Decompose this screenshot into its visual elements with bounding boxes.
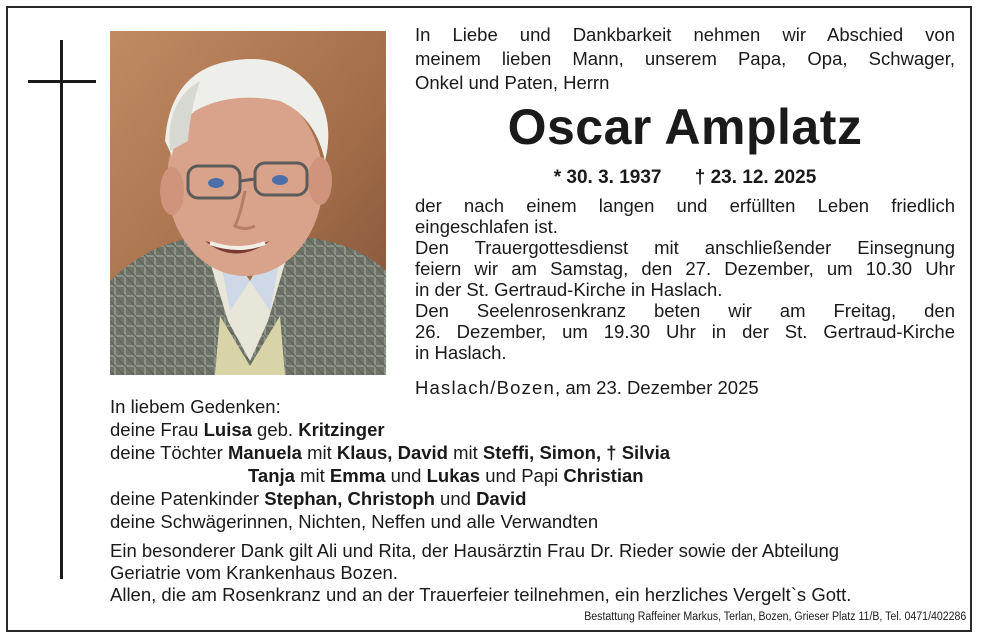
mourner-line-daughters: deine Töchter Manuela mit Klaus, David mit Steffi, Simon, † Silvia: [110, 442, 671, 463]
mourners-heading: In liebem Gedenken:: [110, 396, 281, 417]
cross-icon-vertical: [60, 40, 63, 579]
intro-text: [415, 23, 955, 95]
text-line: Den Seelenrosenkranz beten wir am Freitag, den: [415, 300, 955, 321]
thanks-line: Allen, die am Rosenkranz und an der Trauerfeier teilnehmen, ein herzliches Vergelt`s Gott.: [110, 584, 852, 605]
mourner-line-daughter-2: Tanja mit Emma und Lukas und Papi Christian: [248, 465, 644, 486]
birth-date: * 30. 3. 1937: [553, 167, 662, 188]
intro-line: meinem lieben Mann, unserem Papa, Opa, Schwager,: [415, 48, 955, 69]
thanks-line: Ein besonderer Dank gilt Ali und Rita, der Hausärztin Frau Dr. Rieder sowie der Abteilung: [110, 540, 840, 561]
thanks-line: Geriatrie vom Krankenhaus Bozen.: [110, 562, 398, 583]
text-line: 26. Dezember, um 19.30 Uhr in der St. Gertraud-Kirche: [415, 321, 955, 342]
mourner-line-relatives: deine Schwägerinnen, Nichten, Neffen und alle Verwandten: [110, 511, 599, 532]
text-line: Den Trauergottesdienst mit anschließender Einsegnung: [415, 237, 955, 258]
thanks-text: [110, 540, 956, 606]
text-line: eingeschlafen ist.: [415, 216, 558, 237]
text-line: in Haslach.: [415, 342, 507, 363]
mourner-line-wife: deine Frau Luisa geb. Kritzinger: [110, 419, 385, 440]
death-date: † 23. 12. 2025: [694, 167, 817, 188]
intro-line: Onkel und Paten, Herrn: [415, 72, 610, 93]
notice-date: , am 23. Dezember 2025: [555, 377, 759, 398]
cross-icon-horizontal: [28, 80, 96, 83]
life-dates: [415, 166, 955, 190]
mourners-list: [110, 395, 670, 533]
text-line: feiern wir am Samstag, den 27. Dezember, um 10.30 Uhr: [415, 258, 955, 279]
announcement-text: [415, 195, 955, 363]
place-name: Haslach/Bozen: [415, 377, 556, 398]
portrait-photo: [110, 31, 386, 375]
text-line: in der St. Gertraud-Kirche in Haslach.: [415, 279, 723, 300]
mourner-line-godchildren: deine Patenkinder Stephan, Christoph und David: [110, 488, 527, 509]
deceased-name: Oscar Amplatz: [507, 99, 863, 155]
text-line: der nach einem langen und erfüllten Leben friedlich: [415, 195, 955, 216]
intro-line: In Liebe und Dankbarkeit nehmen wir Abschied von: [415, 24, 955, 45]
funeral-home-footer: Bestattung Raffeiner Markus, Terlan, Bozen, Grieser Platz 11/B, Tel. 0471/402286: [583, 611, 966, 623]
